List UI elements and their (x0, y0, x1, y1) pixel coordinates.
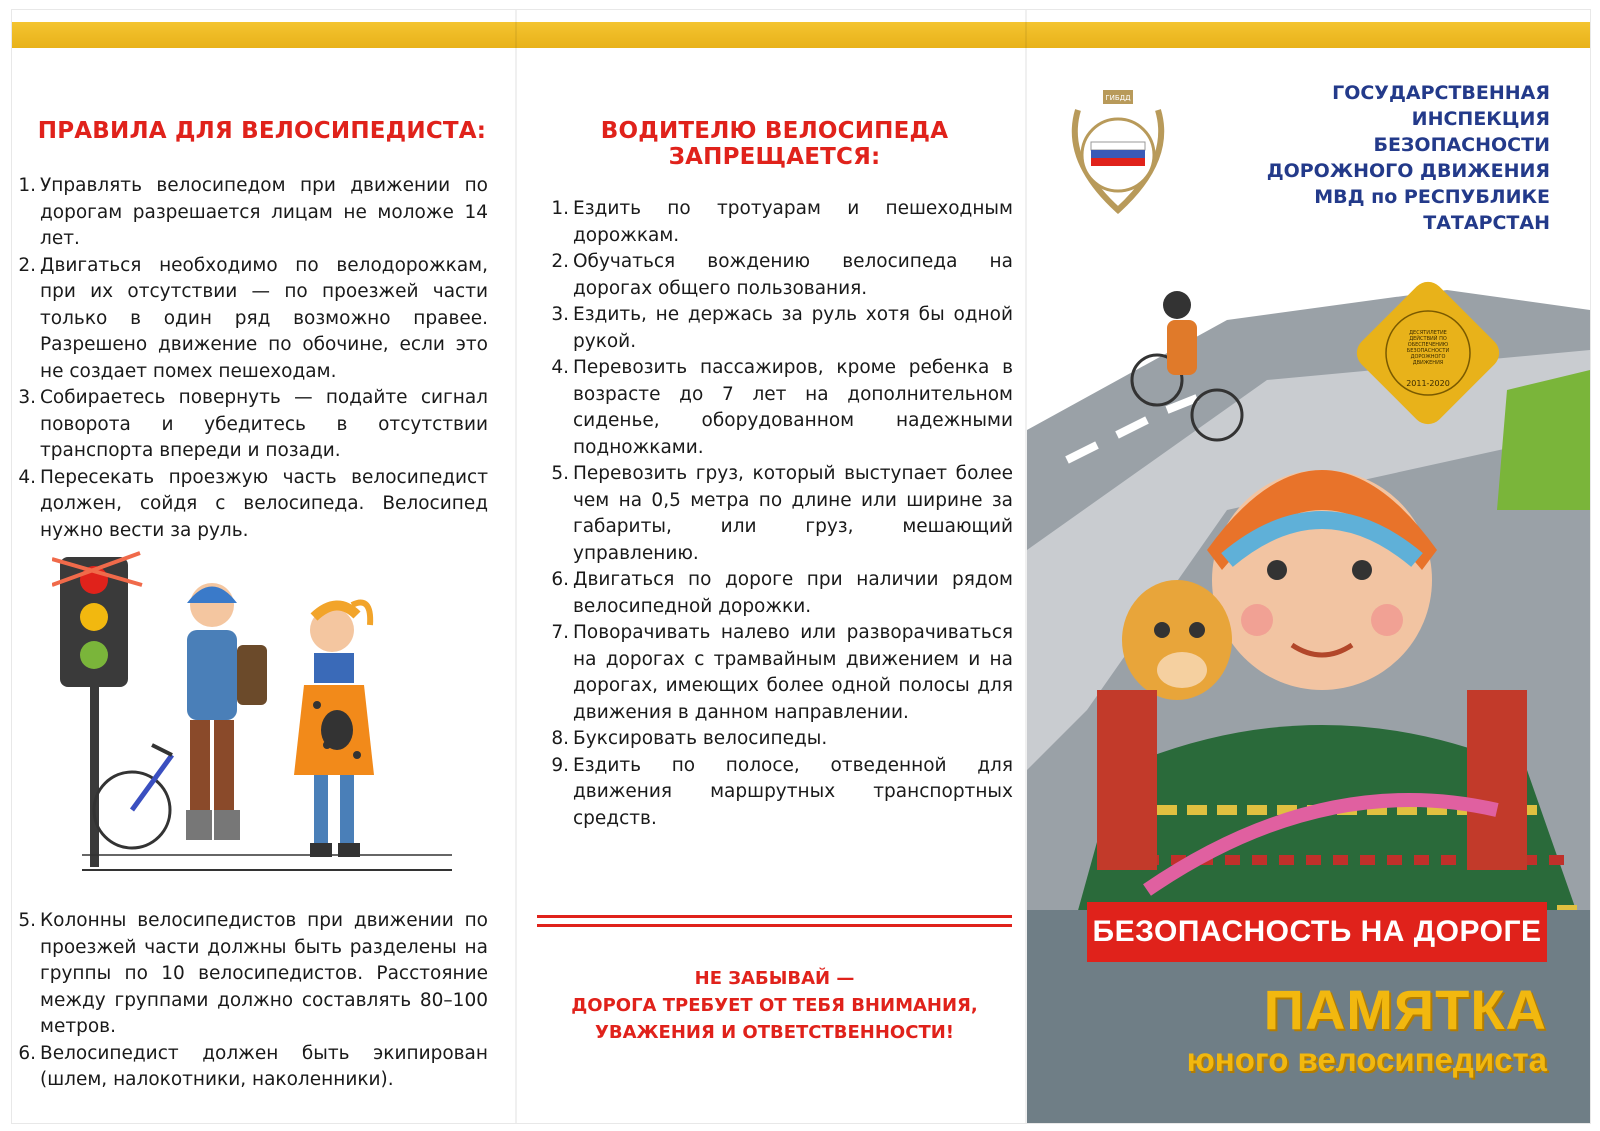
left-panel (12, 50, 512, 1123)
agency-line: БЕЗОПАСНОСТИ (1373, 134, 1550, 156)
middle-heading-line: ЗАПРЕЩАЕТСЯ: (668, 144, 881, 171)
badge-years: 2011-2020 (1406, 379, 1450, 388)
agency-line: ИНСПЕКЦИЯ (1411, 108, 1550, 130)
list-item: 7. Поворачивать налево или разворачиваться на дорогах с трамвайным движением и на дорогах, имеющих более одной полосы для движения в данном направлении. (551, 622, 1013, 723)
road-safety-decade-badge (1353, 278, 1503, 428)
cover-panel (1027, 50, 1590, 1123)
list-item: 6. Двигаться по дороге при наличии рядом велосипедной дорожки. (551, 569, 1013, 617)
badge-text: ДЕСЯТИЛЕТИЕ ДЕЙСТВИЙ ПО ОБЕСПЕЧЕНИЮ БЕЗОПАСНОСТИ ДОРОЖНОГО ДВИЖЕНИЯ (1406, 330, 1450, 366)
list-item: 4. Пересекать проезжую часть велосипедист должен, сойдя с велосипеда. Велосипед нужно вести за руль. (18, 466, 488, 541)
list-item: 5. Перевозить груз, который выступает более чем на 0,5 метра по длине или ширине за габариты, или груз, мешающий управлению. (551, 463, 1013, 564)
emblem-label: ГИБДД (1105, 94, 1131, 102)
list-item: 5. Колонны велосипедистов при движении по проезжей части должны быть разделены на группы по 10 велосипедистов. Расстояние между группами должно составлять 80–100 метров. (18, 910, 488, 1037)
list-item: 9. Ездить по полосе, отведенной для движения маршрутных транспортных средств. (551, 754, 1013, 829)
young-cyclist-illustration (1027, 250, 1590, 950)
list-item: 1. Ездить по тротуарам и пешеходным дорожкам. (551, 198, 1013, 246)
prohibitions-list (551, 196, 1013, 832)
list-item: 2. Обучаться вождению велосипеда на дорогах общего пользования. (551, 251, 1013, 299)
cover-banner: БЕЗОПАСНОСТЬ НА ДОРОГЕ (1087, 902, 1547, 962)
list-item: 2. Двигаться необходимо по велодорожкам, при их отсутствии — по проезжей части только в один ряд возможно правее. Разрешено движение по обочине, если это не создает помех пешеходам. (18, 254, 488, 382)
cover-title: ПАМЯТКА (1263, 978, 1547, 1041)
agency-name (1250, 80, 1550, 236)
list-item: 3. Собираетесь повернуть — подайте сигнал поворота и убедитесь в отсутствии транспорта впереди и позади. (18, 387, 488, 461)
gibdd-emblem-icon (1063, 80, 1173, 220)
agency-line: ДОРОЖНОГО ДВИЖЕНИЯ (1266, 160, 1550, 182)
middle-heading-line: ВОДИТЕЛЮ ВЕЛОСИПЕДА (600, 118, 949, 144)
traffic-light-illustration (52, 545, 492, 890)
reminder-line: УВАЖЕНИЯ И ОТВЕТСТВЕННОСТИ! (594, 1022, 954, 1043)
list-item: 8. Буксировать велосипеды. (551, 728, 828, 749)
top-yellow-strip (12, 22, 1590, 48)
list-item: 6. Велосипедист должен быть экипирован (шлем, налокотники, наколенники). (18, 1042, 488, 1090)
leaflet-sheet (12, 10, 1590, 1123)
agency-line: ТАТАРСТАН (1423, 212, 1550, 234)
list-item: 3. Ездить, не держась за руль хотя бы одной рукой. (551, 304, 1013, 352)
left-heading: ПРАВИЛА ДЛЯ ВЕЛОСИПЕДИСТА: (37, 118, 487, 144)
divider-lines (537, 915, 1012, 933)
reminder-line: ДОРОГА ТРЕБУЕТ ОТ ТЕБЯ ВНИМАНИЯ, (571, 995, 978, 1016)
cover-subtitle: юного велосипедиста (1186, 1041, 1547, 1078)
reminder-text (537, 965, 1012, 1046)
middle-panel (517, 50, 1027, 1123)
list-item: 1. Управлять велосипедом при движении по дорогам разрешается лицам не моложе 14 лет. (18, 175, 488, 249)
reminder-line: НЕ ЗАБЫВАЙ — (694, 968, 855, 989)
agency-line: ГОСУДАРСТВЕННАЯ (1332, 82, 1550, 104)
cyclist-rules-list (18, 173, 488, 544)
list-item: 4. Перевозить пассажиров, кроме ребенка в возрасте до 7 лет на дополнительном сиденье, оборудованном надежными подножками. (551, 357, 1013, 458)
cyclist-rules-list-continued (18, 908, 488, 1094)
girl-with-cat-figure (294, 603, 374, 858)
agency-line: МВД по РЕСПУБЛИКЕ (1314, 186, 1550, 208)
middle-heading (537, 118, 1012, 171)
